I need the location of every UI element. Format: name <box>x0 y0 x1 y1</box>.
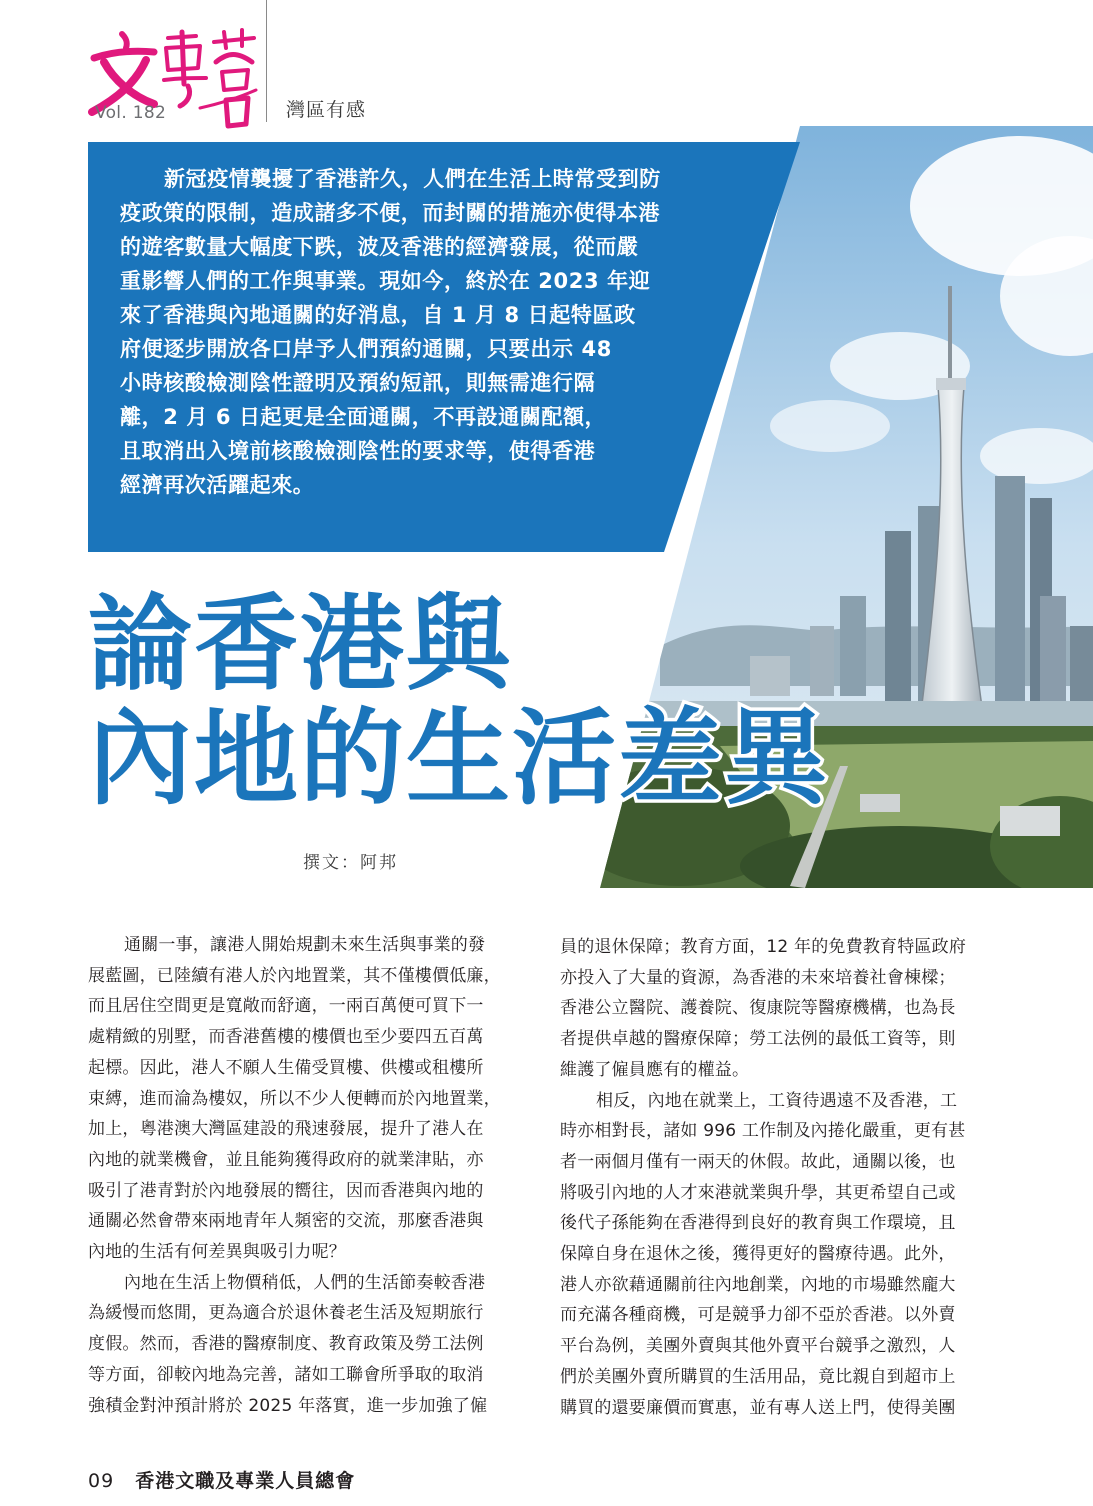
volume-number: Vol. 182 <box>95 103 167 123</box>
header-divider <box>266 0 267 122</box>
body-line: 亦投入了大量的資源，為香港的未來培養社會棟樑； <box>560 967 956 988</box>
body-line: 等方面，卻較內地為完善，諸如工聯會所爭取的取消 <box>88 1364 484 1385</box>
body-line: 員的退休保障；教育方面，12 年的免費教育特區政府 <box>560 937 967 957</box>
body-line: 時亦相對長，諸如 996 工作制及內捲化嚴重，更有甚 <box>560 1121 966 1142</box>
body-line: 度假。然而，香港的醫療制度、教育政策及勞工法例 <box>88 1334 484 1355</box>
body-line: 吸引了港青對於內地發展的嚮往，因而香港與內地的 <box>88 1180 484 1201</box>
body-line: 通關一事，讓港人開始規劃未來生活與事業的發 <box>124 935 486 955</box>
intro-line: 疫政策的限制，造成諸多不便，而封關的措施亦使得本港 <box>120 201 660 225</box>
body-line: 香港公立醫院、護養院、復康院等醫療機構，也為長 <box>560 998 956 1019</box>
body-line: 內地的就業機會，並且能夠獲得政府的就業津貼，亦 <box>88 1149 484 1170</box>
author-byline: 撰文：阿邦 <box>303 853 398 873</box>
intro-line: 來了香港與內地通關的好消息，自 1 月 8 日起特區政 <box>120 303 636 327</box>
body-line: 束縛，進而淪為樓奴，所以不少人便轉而於內地置業， <box>88 1088 501 1109</box>
body-line: 而且居住空間更是寬敞而舒適，一兩百萬便可買下一 <box>88 996 484 1017</box>
intro-summary-text <box>120 162 770 502</box>
article-title-line-2: 內地的生活差異 <box>88 697 831 819</box>
body-line: 通關必然會帶來兩地青年人頻密的交流，那麼香港與 <box>88 1211 484 1232</box>
article-title-line-1: 論香港與 <box>88 583 513 705</box>
intro-line: 的遊客數量大幅度下跌，波及香港的經濟發展，從而嚴 <box>120 235 639 259</box>
body-line: 起標。因此，港人不願人生備受買樓、供樓或租樓所 <box>88 1057 484 1078</box>
intro-line: 經濟再次活躍起來。 <box>120 473 315 497</box>
intro-line: 新冠疫情襲擾了香港許久，人們在生活上時常受到防 <box>164 167 661 191</box>
body-line: 們於美團外賣所購買的生活用品，竟比親自到超市上 <box>560 1366 956 1387</box>
body-line: 內地的生活有何差異與吸引力呢？ <box>88 1242 346 1263</box>
body-line: 將吸引內地的人才來港就業與升學，其更希望自己或 <box>560 1182 956 1203</box>
page-number: 09 <box>88 1470 115 1492</box>
intro-line: 離，2 月 6 日起更是全面通關，不再設通關配額， <box>120 405 607 429</box>
body-line: 相反，內地在就業上，工資待遇遠不及香港，工 <box>596 1090 958 1111</box>
body-line: 港人亦欲藉通關前往內地創業，內地的市場雖然龐大 <box>560 1274 956 1295</box>
body-line: 為緩慢而悠閒，更為適合於退休養老生活及短期旅行 <box>88 1303 484 1324</box>
body-line: 內地在生活上物價稍低，人們的生活節奏較香港 <box>124 1272 486 1293</box>
section-label: 灣區有感 <box>286 99 367 121</box>
body-line: 平台為例，美團外賣與其他外賣平台競爭之激烈，人 <box>560 1336 956 1357</box>
body-line: 保障自身在退休之後，獲得更好的醫療待遇。此外， <box>560 1244 956 1265</box>
intro-line: 小時核酸檢測陰性證明及預約短訊，則無需進行隔 <box>120 371 596 395</box>
body-line: 處精緻的別墅，而香港舊樓的樓價也至少要四五百萬 <box>88 1027 484 1048</box>
body-line: 購買的還要廉價而實惠，並有專人送上門，使得美團 <box>560 1397 956 1418</box>
organization-name: 香港文職及專業人員總會 <box>135 1470 356 1492</box>
body-line: 強積金對沖預計將於 2025 年落實，進一步加強了僱 <box>88 1395 488 1416</box>
body-line: 後代子孫能夠在香港得到良好的教育與工作環境，且 <box>560 1213 956 1234</box>
body-line: 展藍圖，已陸續有港人於內地置業，其不僅樓價低廉， <box>88 965 501 986</box>
body-line: 維護了僱員應有的權益。 <box>560 1059 750 1080</box>
body-line: 者一兩個月僅有一兩天的休假。故此，通關以後，也 <box>560 1151 956 1172</box>
intro-line: 且取消出入境前核酸檢測陰性的要求等，使得香港 <box>120 439 596 463</box>
body-line: 者提供卓越的醫療保障；勞工法例的最低工資等，則 <box>560 1029 956 1050</box>
body-line: 加上，粵港澳大灣區建設的飛速發展，提升了港人在 <box>88 1119 484 1140</box>
body-column-right <box>560 932 1012 1423</box>
body-line: 而充滿各種商機，可是競爭力卻不亞於香港。以外賣 <box>560 1305 956 1326</box>
intro-line: 府便逐步開放各口岸予人們預約通關，只要出示 48 <box>120 337 612 361</box>
page-footer <box>88 1466 355 1493</box>
body-column-left <box>88 930 540 1421</box>
intro-line: 重影響人們的工作與事業。現如今，終於在 2023 年迎 <box>120 269 651 293</box>
